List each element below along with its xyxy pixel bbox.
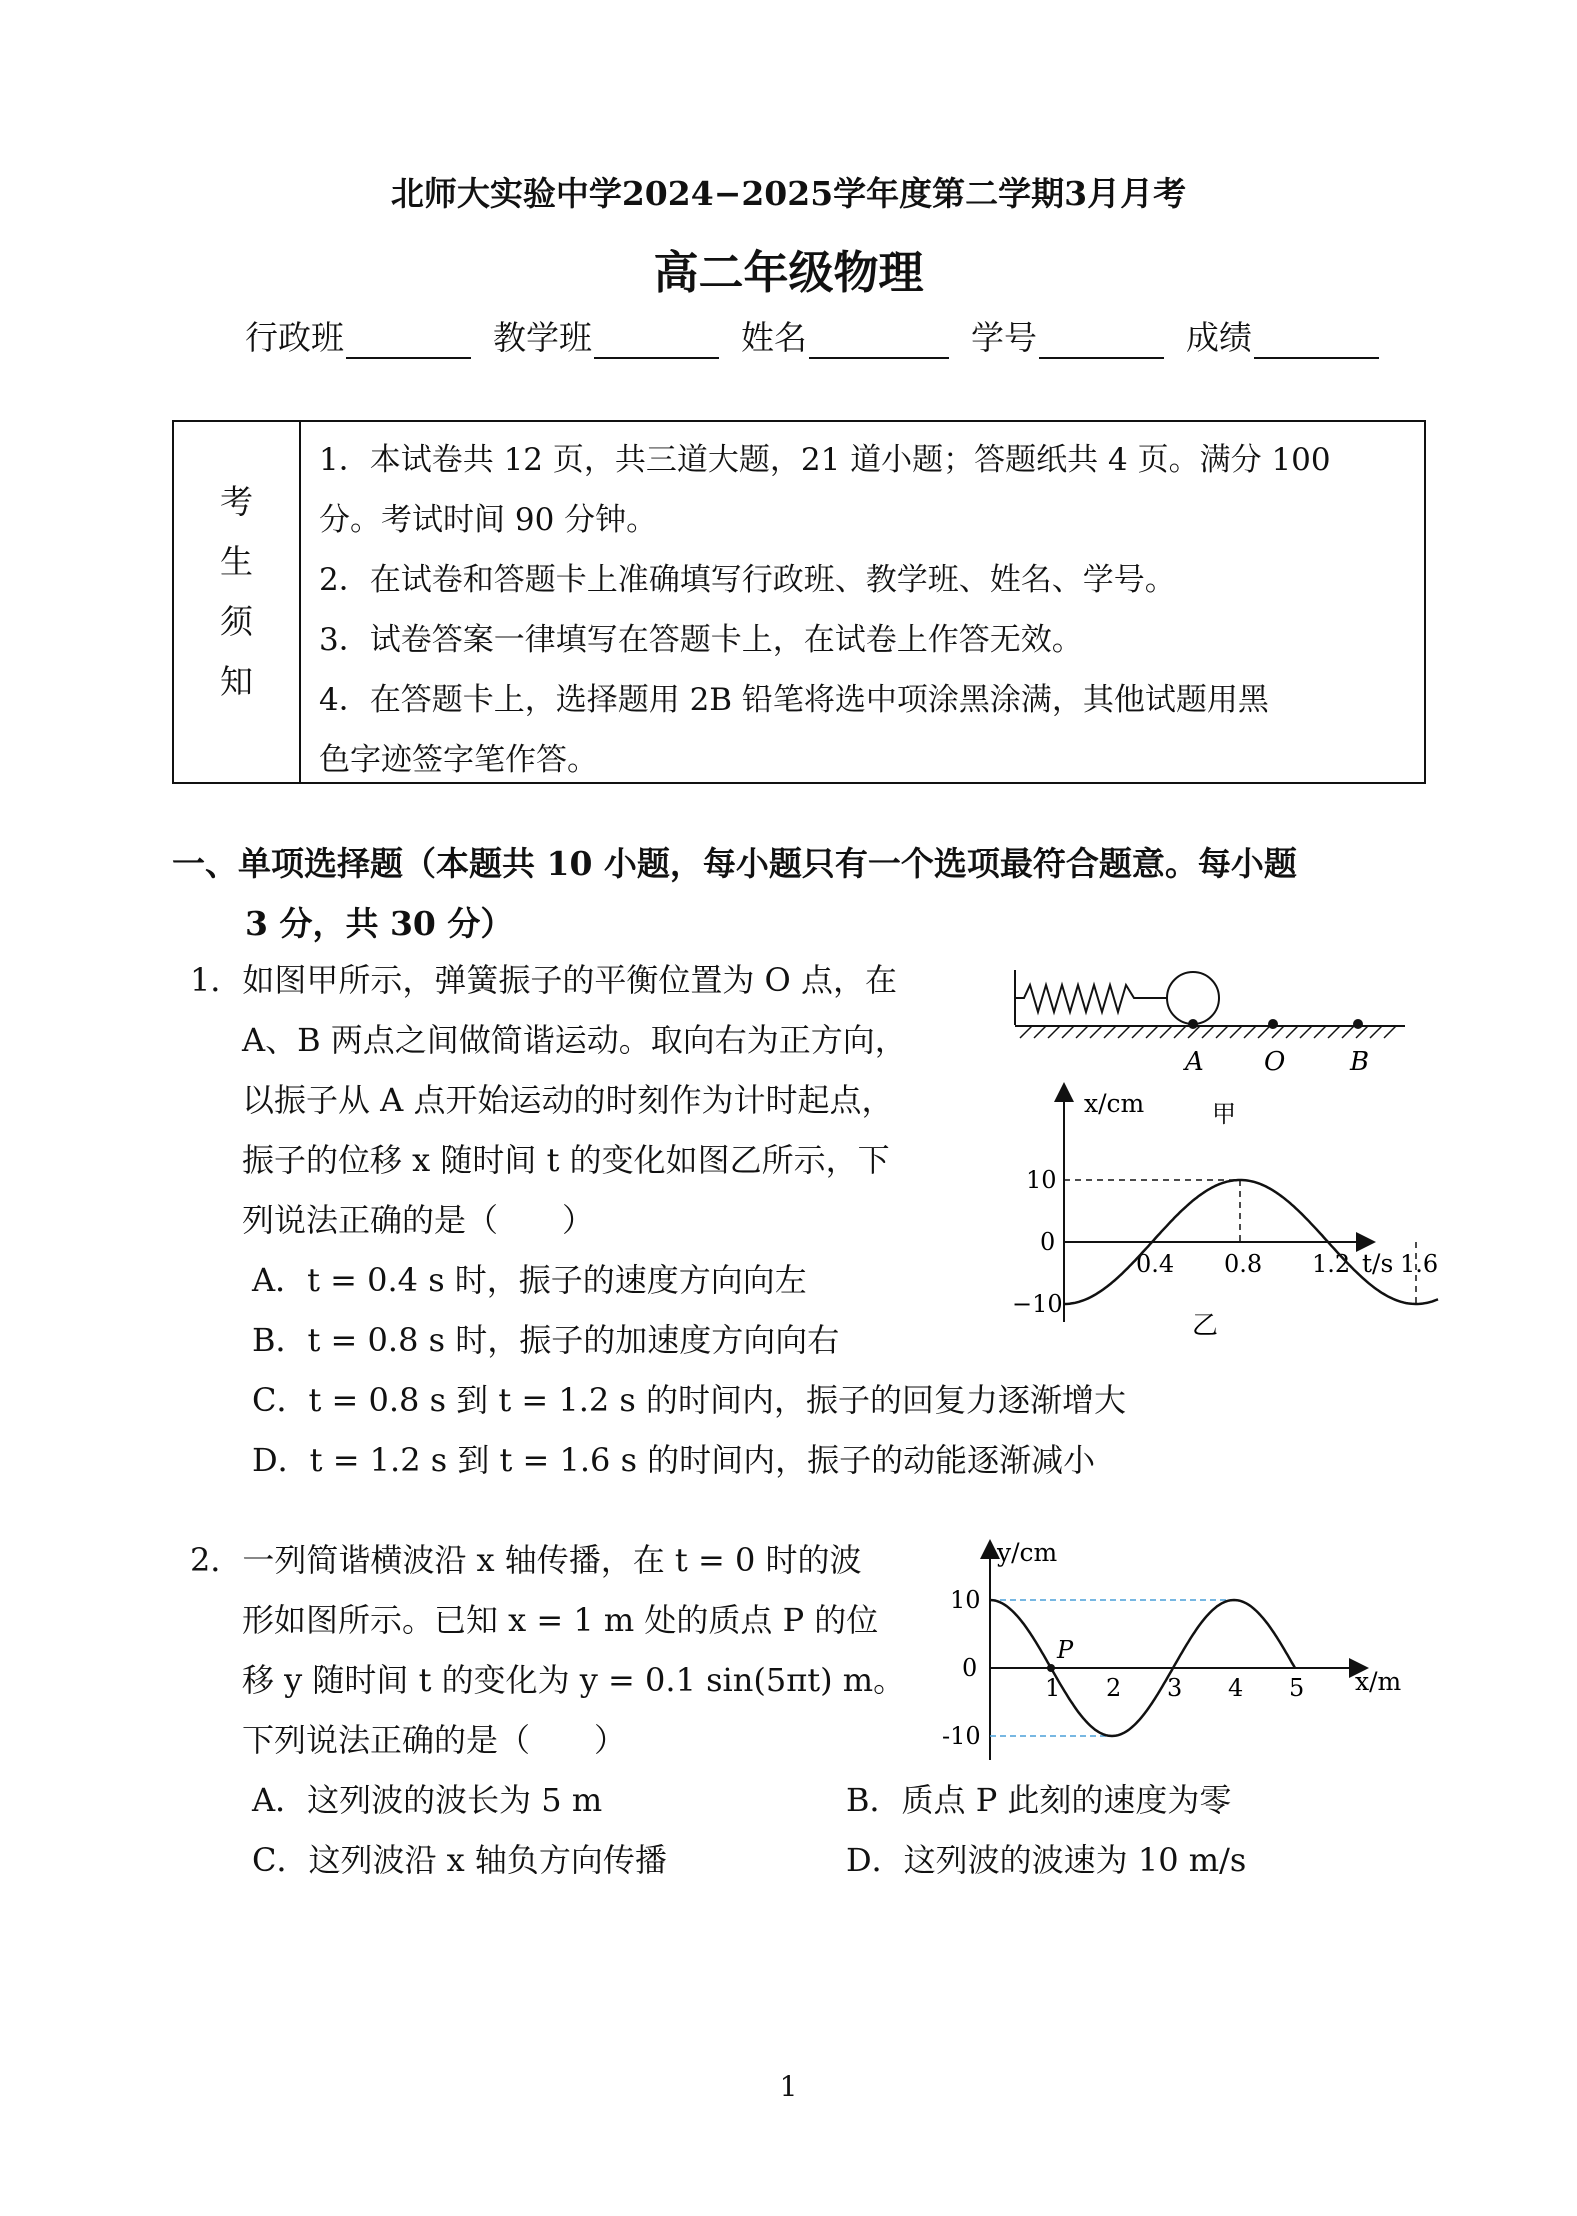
- notice-line: 1．本试卷共 12 页，共三道大题，21 道小题；答题纸共 4 页。满分 100: [319, 442, 1331, 478]
- y-tick-label: 10: [1026, 1166, 1057, 1194]
- field-label-class: 行政班: [245, 318, 344, 357]
- notice-line: 3．试卷答案一律填写在答题卡上，在试卷上作答无效。: [319, 622, 1083, 658]
- q1-option-b[interactable]: B．t = 0.8 s 时，振子的加速度方向向右: [252, 1321, 840, 1359]
- y-axis-label: y/cm: [997, 1538, 1058, 1567]
- stem-line: 下列说法正确的是（ ）: [242, 1721, 627, 1759]
- stem-line: A、B 两点之间做简谐运动。取向右为正方向，: [242, 1021, 907, 1059]
- stem-line: 以振子从 A 点开始运动的时刻作为计时起点，: [242, 1081, 894, 1119]
- stem-line: 2．一列简谐横波沿 x 轴传播，在 t = 0 时的波: [190, 1541, 862, 1579]
- y-tick-label: 0: [962, 1654, 978, 1682]
- notice-line: 4．在答题卡上，选择题用 2B 铅笔将选中项涂黑涂满，其他试题用黑: [319, 682, 1269, 718]
- x-tick-label: 5: [1289, 1674, 1305, 1702]
- point-a-label: A: [1185, 1047, 1204, 1077]
- y-tick-label: 10: [950, 1586, 981, 1614]
- figure-wave-graph: [935, 1535, 1415, 1770]
- exam-title: 北师大实验中学2024−2025学年度第二学期3月月考: [390, 174, 1187, 213]
- field-label-score: 成绩: [1186, 318, 1252, 357]
- point-o-dot: [1268, 1019, 1278, 1029]
- field-blank-name[interactable]: [809, 323, 949, 359]
- x-tick-label: 1.6: [1400, 1250, 1439, 1278]
- notice-side-char: 知: [220, 662, 253, 701]
- x-tick-label: 3: [1167, 1674, 1183, 1702]
- x-tick-label: 4: [1228, 1674, 1244, 1702]
- x-tick-label: 1.2: [1312, 1250, 1351, 1278]
- point-a-dot: [1188, 1019, 1198, 1029]
- x-tick-label: 0.8: [1224, 1250, 1263, 1278]
- field-blank-student-id[interactable]: [1039, 323, 1164, 359]
- notice-side-label: [174, 422, 301, 782]
- question-1-stem: [190, 950, 1010, 1250]
- field-blank-score[interactable]: [1254, 323, 1379, 359]
- field-label-teaching-class: 教学班: [493, 318, 592, 357]
- ground-hatching: [1020, 1026, 1396, 1038]
- exam-notice-box: [172, 420, 1426, 784]
- x-tick-label: 1: [1045, 1674, 1061, 1702]
- figure-caption-yi: 乙: [1192, 1311, 1219, 1341]
- notice-side-char: 考: [220, 482, 253, 521]
- q2-option-c[interactable]: C．这列波沿 x 轴负方向传播: [252, 1841, 667, 1879]
- student-info-line: [245, 312, 1379, 359]
- stem-line: 形如图所示。已知 x = 1 m 处的质点 P 的位: [242, 1601, 879, 1639]
- q1-option-c[interactable]: C．t = 0.8 s 到 t = 1.2 s 的时间内，振子的回复力逐渐增大: [252, 1381, 1127, 1419]
- q2-option-b[interactable]: B．质点 P 此刻的速度为零: [846, 1781, 1232, 1819]
- q2-option-a[interactable]: A．这列波的波长为 5 m: [252, 1781, 603, 1819]
- y-tick-label: 0: [1040, 1228, 1056, 1256]
- y-tick-label: -10: [942, 1722, 981, 1750]
- stem-line: 移 y 随时间 t 的变化为 y = 0.1 sin(5πt) m。: [242, 1661, 906, 1699]
- notice-side-char: 生: [220, 542, 253, 581]
- figure-caption-jia: 甲: [1212, 1100, 1236, 1128]
- q1-option-d[interactable]: D．t = 1.2 s 到 t = 1.6 s 的时间内，振子的动能逐渐减小: [252, 1441, 1096, 1479]
- stem-line: 1．如图甲所示，弹簧振子的平衡位置为 O 点，在: [190, 961, 897, 999]
- y-tick-label: −10: [1012, 1290, 1063, 1318]
- stem-line: 列说法正确的是（ ）: [242, 1201, 595, 1239]
- x-tick-label: 0.4: [1136, 1250, 1175, 1278]
- figure-jia-spring-oscillator: [1010, 960, 1410, 1080]
- field-blank-class[interactable]: [346, 323, 471, 359]
- subject-title: 高二年级物理: [653, 246, 924, 299]
- notice-body: [319, 430, 1419, 790]
- point-o-label: O: [1264, 1047, 1286, 1077]
- field-label-name: 姓名: [741, 318, 807, 357]
- point-p-label: P: [1057, 1636, 1074, 1664]
- y-axis-label: x/cm: [1084, 1089, 1145, 1118]
- q2-option-d[interactable]: D．这列波的波速为 10 m/s: [846, 1841, 1247, 1879]
- point-b-dot: [1353, 1019, 1363, 1029]
- point-b-label: B: [1350, 1047, 1370, 1077]
- spring-icon: [1015, 985, 1168, 1012]
- notice-side-char: 须: [220, 602, 253, 641]
- section-heading-cont: 3 分，共 30 分）: [245, 904, 514, 943]
- notice-line: 2．在试卷和答题卡上准确填写行政班、教学班、姓名、学号。: [319, 562, 1176, 598]
- notice-line: 分。考试时间 90 分钟。: [319, 502, 658, 538]
- field-blank-teaching-class[interactable]: [594, 323, 719, 359]
- q1-option-a[interactable]: A．t = 0.4 s 时，振子的速度方向向左: [252, 1261, 807, 1299]
- notice-line: 色字迹签字笔作答。: [319, 742, 598, 778]
- figure-yi-xt-graph: [1000, 1072, 1439, 1362]
- oscillator-ball-icon: [1167, 972, 1219, 1024]
- x-axis-label: t/s: [1362, 1249, 1394, 1278]
- question-2-stem: [190, 1530, 930, 1770]
- point-p-dot: [1047, 1664, 1055, 1672]
- section-heading: 一、单项选择题（本题共 10 小题，每小题只有一个选项最符合题意。每小题: [172, 844, 1297, 883]
- stem-line: 振子的位移 x 随时间 t 的变化如图乙所示，下: [242, 1141, 890, 1179]
- field-label-student-id: 学号: [971, 318, 1037, 357]
- x-axis-label: x/m: [1355, 1667, 1402, 1696]
- x-tick-label: 2: [1106, 1674, 1122, 1702]
- page-number: 1: [779, 2070, 798, 2103]
